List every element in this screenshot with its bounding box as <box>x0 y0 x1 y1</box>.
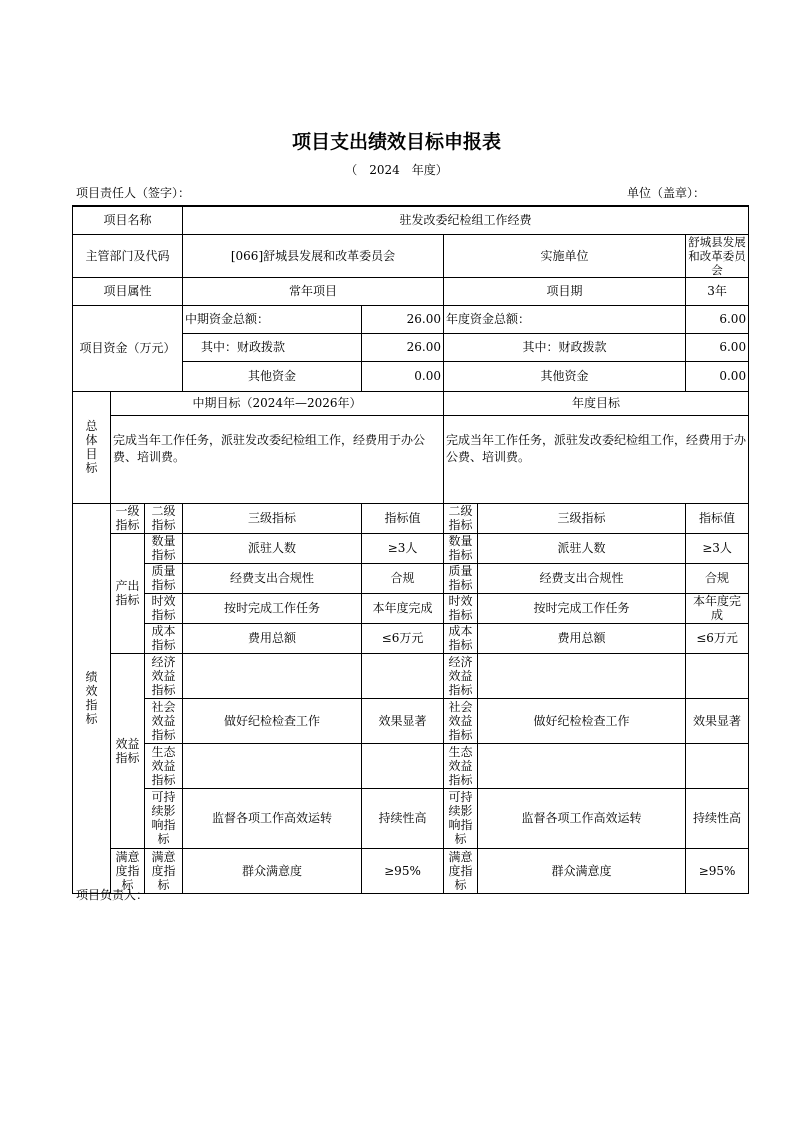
responsible-signature: 项目责任人（签字）： <box>76 186 191 200</box>
value-header: 指标值 <box>362 503 444 533</box>
level1-header: 一级指标 <box>111 503 145 533</box>
funds-label: 项目资金（万元） <box>73 305 183 391</box>
indicator-level2: 质量指标 <box>145 563 183 593</box>
indicator-value: 本年度完成 <box>362 593 444 623</box>
mid-other-value: 0.00 <box>362 361 444 391</box>
year-indicator-level2: 数量指标 <box>444 533 478 563</box>
year-indicator-level3: 费用总额 <box>478 623 686 653</box>
overall-goal-label: 总体目标 <box>73 391 111 503</box>
indicator-level3: 派驻人数 <box>183 533 362 563</box>
unit-seal: 单位（盖章）： <box>626 186 705 200</box>
year-value-header: 指标值 <box>686 503 749 533</box>
indicator-value: ≤6万元 <box>362 623 444 653</box>
year-total-label: 年度资金总额： <box>444 305 686 333</box>
year-indicator-level2: 成本指标 <box>444 623 478 653</box>
project-name-value: 驻发改委纪检组工作经费 <box>183 206 749 234</box>
indicator-value <box>362 743 444 788</box>
level2-header: 二级指标 <box>145 503 183 533</box>
year-level2-header: 二级指标 <box>444 503 478 533</box>
year-indicator-level3: 监督各项工作高效运转 <box>478 788 686 848</box>
year-indicator-level3: 做好纪检检查工作 <box>478 698 686 743</box>
indicator-level2: 满意度指标 <box>145 848 183 893</box>
year-indicator-level3 <box>478 653 686 698</box>
indicator-level3: 费用总额 <box>183 623 362 653</box>
year-fiscal-label: 其中：财政拨款 <box>444 333 686 361</box>
mid-fiscal-label: 其中：财政拨款 <box>183 333 362 361</box>
impl-unit-label: 实施单位 <box>444 234 686 277</box>
indicator-level3: 做好纪检检查工作 <box>183 698 362 743</box>
indicator-level2: 经济效益指标 <box>145 653 183 698</box>
year-indicator-level3: 群众满意度 <box>478 848 686 893</box>
indicator-level2: 生态效益指标 <box>145 743 183 788</box>
mid-other-label: 其他资金 <box>183 361 362 391</box>
project-leader: 项目负责人： <box>76 888 149 902</box>
page-title: 项目支出绩效目标申报表 <box>291 131 501 153</box>
year-indicator-level2: 社会效益指标 <box>444 698 478 743</box>
year-indicator-level2: 可持续影响指标 <box>444 788 478 848</box>
year-fiscal-value: 6.00 <box>686 333 749 361</box>
year-indicator-value <box>686 653 749 698</box>
indicator-value: ≥95% <box>362 848 444 893</box>
indicator-level2: 数量指标 <box>145 533 183 563</box>
mid-goal-header: 中期目标（2024年—2026年） <box>111 391 444 415</box>
year-indicator-level2: 质量指标 <box>444 563 478 593</box>
year-indicator-level2: 时效指标 <box>444 593 478 623</box>
dept-value: [066]舒城县发展和改革委员会 <box>183 234 444 277</box>
indicator-value: ≥3人 <box>362 533 444 563</box>
mid-total-label: 中期资金总额： <box>183 305 362 333</box>
attr-label: 项目属性 <box>73 277 183 305</box>
attr-value: 常年项目 <box>183 277 444 305</box>
indicator-level3 <box>183 743 362 788</box>
indicator-level3: 群众满意度 <box>183 848 362 893</box>
period-label: 项目期 <box>444 277 686 305</box>
output-indicator-label: 产出指标 <box>111 533 145 653</box>
year-indicator-level2: 经济效益指标 <box>444 653 478 698</box>
year-indicator-level3 <box>478 743 686 788</box>
impl-unit-value: 舒城县发展和改革委员会 <box>686 234 749 277</box>
year-indicator-value: 持续性高 <box>686 788 749 848</box>
indicator-level3: 经费支出合规性 <box>183 563 362 593</box>
year-indicator-level3: 派驻人数 <box>478 533 686 563</box>
year-indicator-value: 合规 <box>686 563 749 593</box>
benefit-indicator-label: 效益指标 <box>111 653 145 848</box>
dept-label: 主管部门及代码 <box>73 234 183 277</box>
year-indicator-value: 效果显著 <box>686 698 749 743</box>
project-name-label: 项目名称 <box>73 206 183 234</box>
indicator-level2: 成本指标 <box>145 623 183 653</box>
year-indicator-level3: 经费支出合规性 <box>478 563 686 593</box>
year-other-value: 0.00 <box>686 361 749 391</box>
year-indicator-level3: 按时完成工作任务 <box>478 593 686 623</box>
mid-goal-text: 完成当年工作任务，派驻发改委纪检组工作，经费用于办公费、培训费。 <box>111 415 444 503</box>
indicator-value: 效果显著 <box>362 698 444 743</box>
year-indicator-level2: 满意度指标 <box>444 848 478 893</box>
year-indicator-value <box>686 743 749 788</box>
mid-fiscal-value: 26.00 <box>362 333 444 361</box>
year-level3-header: 三级指标 <box>478 503 686 533</box>
year-total-value: 6.00 <box>686 305 749 333</box>
year-indicator-value: ≥3人 <box>686 533 749 563</box>
indicator-level2: 可持续影响指标 <box>145 788 183 848</box>
indicator-value: 持续性高 <box>362 788 444 848</box>
level3-header: 三级指标 <box>183 503 362 533</box>
indicator-level2: 时效指标 <box>145 593 183 623</box>
indicator-value: 合规 <box>362 563 444 593</box>
indicators-label: 绩效指标 <box>73 503 111 893</box>
year-goal-text: 完成当年工作任务，派驻发改委纪检组工作，经费用于办公费、培训费。 <box>444 415 749 503</box>
performance-table <box>72 205 749 894</box>
year-goal-header: 年度目标 <box>444 391 749 415</box>
indicator-level3: 按时完成工作任务 <box>183 593 362 623</box>
year-other-label: 其他资金 <box>444 361 686 391</box>
year-line: （ 2024 年度） <box>345 163 448 177</box>
satisfaction-indicator-label: 满意度指标 <box>111 848 145 893</box>
indicator-level3: 监督各项工作高效运转 <box>183 788 362 848</box>
year-indicator-level2: 生态效益指标 <box>444 743 478 788</box>
year-indicator-value: ≥95% <box>686 848 749 893</box>
indicator-level3 <box>183 653 362 698</box>
indicator-level2: 社会效益指标 <box>145 698 183 743</box>
period-value: 3年 <box>686 277 749 305</box>
indicator-value <box>362 653 444 698</box>
mid-total-value: 26.00 <box>362 305 444 333</box>
year-indicator-value: 本年度完成 <box>686 593 749 623</box>
year-indicator-value: ≤6万元 <box>686 623 749 653</box>
